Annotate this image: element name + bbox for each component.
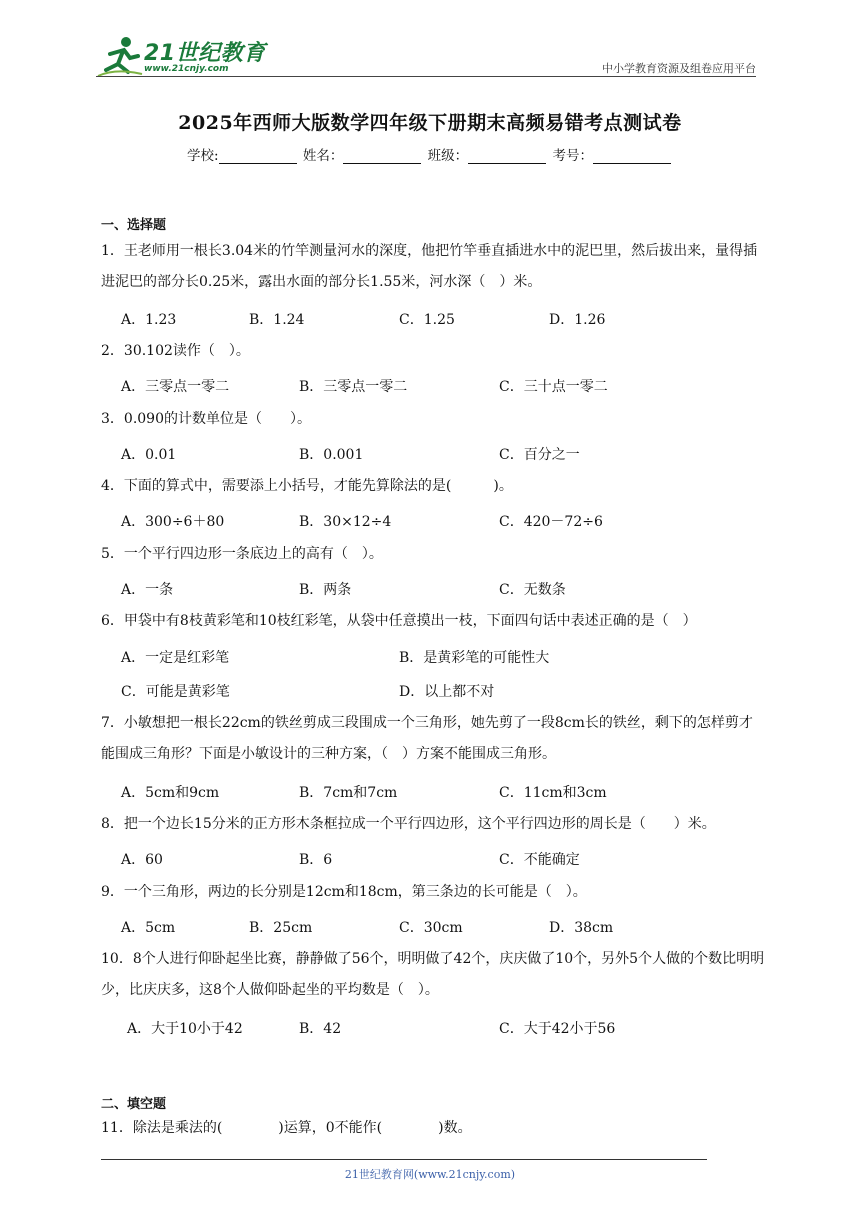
option-c[interactable]: C．30cm <box>399 920 463 936</box>
question-6-options-row2 <box>121 681 781 701</box>
page-footer: 21世纪教育网(www.21cnjy.com) <box>344 1168 516 1181</box>
question-5-options <box>121 579 781 599</box>
school-field[interactable] <box>219 149 297 164</box>
logo-url: www.21cnjy.com <box>144 64 229 74</box>
number-label: 考号： <box>552 148 593 164</box>
option-b[interactable]: B．6 <box>299 852 333 868</box>
class-label: 班级： <box>427 148 469 164</box>
option-c[interactable]: C．百分之一 <box>499 447 580 463</box>
name-label: 姓名： <box>302 148 344 164</box>
logo-text: 21世纪教育 <box>144 41 266 66</box>
option-c[interactable]: C．11cm和3cm <box>499 785 607 801</box>
question-7: 7．小敏想把一根长22cm的铁丝剪成三段围成一个三角形，她先剪了一段8cm长的铁丝，剩下的怎样剪才能围成三角形？下面是小敏设计的三种方案，（ ）方案不能围成三角形。 <box>101 715 753 762</box>
footer-divider <box>101 1159 707 1160</box>
number-field[interactable] <box>593 149 671 164</box>
option-b[interactable]: B．25cm <box>249 920 313 936</box>
option-b[interactable]: B．两条 <box>299 582 352 598</box>
option-c[interactable]: C．三十点一零二 <box>499 379 608 395</box>
question-10-options <box>121 1018 781 1038</box>
question-2-options <box>121 376 781 396</box>
option-b[interactable]: B．0.001 <box>299 447 364 463</box>
option-b[interactable]: B．7cm和7cm <box>299 785 398 801</box>
option-c[interactable]: C．1.25 <box>399 312 455 328</box>
page-header <box>96 28 756 78</box>
question-10: 10．8个人进行仰卧起坐比赛，静静做了56个，明明做了42个，庆庆做了10个，另外5个人做的个数比明明少，比庆庆多，这8个人做仰卧起坐的平均数是（ ）。 <box>101 951 765 998</box>
option-b[interactable]: B．1.24 <box>249 312 305 328</box>
platform-label: 中小学教育资源及组卷应用平台 <box>602 62 756 75</box>
question-8-options <box>121 849 781 869</box>
runner-logo-icon <box>96 34 144 78</box>
option-c[interactable]: C．不能确定 <box>499 852 580 868</box>
question-5: 5．一个平行四边形一条底边上的高有（ ）。 <box>101 546 383 562</box>
option-a[interactable]: A．一条 <box>121 582 174 598</box>
header-divider <box>96 76 756 77</box>
school-label: 学校: <box>187 148 219 164</box>
class-field[interactable] <box>468 149 546 164</box>
option-c[interactable]: C．420－72÷6 <box>499 514 603 530</box>
option-d[interactable]: D．1.26 <box>549 312 606 328</box>
option-a[interactable]: A．大于10小于42 <box>127 1021 243 1037</box>
name-field[interactable] <box>343 149 421 164</box>
question-7-options <box>121 782 781 802</box>
question-3: 3．0.090的计数单位是（ ）。 <box>101 411 311 427</box>
option-c[interactable]: C．大于42小于56 <box>499 1021 616 1037</box>
question-8: 8．把一个边长15分米的正方形木条框拉成一个平行四边形，这个平行四边形的周长是（ ）米。 <box>101 816 716 832</box>
option-a[interactable]: A．一定是红彩笔 <box>121 650 230 666</box>
question-11: 11．除法是乘法的( )运算，0不能作( )数。 <box>101 1120 472 1136</box>
question-9: 9．一个三角形，两边的长分别是12cm和18cm，第三条边的长可能是（ ）。 <box>101 884 587 900</box>
option-a[interactable]: A．0.01 <box>121 447 177 463</box>
option-b[interactable]: B．30×12÷4 <box>299 514 392 530</box>
question-9-options <box>121 917 781 937</box>
question-6: 6．甲袋中有8枝黄彩笔和10枝红彩笔，从袋中任意摸出一枝，下面四句话中表述正确的是（ ） <box>101 613 697 629</box>
option-a[interactable]: A．5cm和9cm <box>121 785 220 801</box>
option-a[interactable]: A．1.23 <box>121 312 177 328</box>
option-d[interactable]: D．38cm <box>549 920 614 936</box>
section-heading-choice: 一、选择题 <box>101 218 167 233</box>
option-c[interactable]: C．可能是黄彩笔 <box>121 684 230 700</box>
option-a[interactable]: A．5cm <box>121 920 176 936</box>
option-a[interactable]: A．300÷6＋80 <box>121 514 225 530</box>
logo <box>96 34 286 78</box>
section-heading-fill: 二、填空题 <box>101 1097 167 1112</box>
option-b[interactable]: B．是黄彩笔的可能性大 <box>399 650 550 666</box>
question-1: 1．王老师用一根长3.04米的竹竿测量河水的深度，他把竹竿垂直插进水中的泥巴里，然后拔出来，量得插进泥巴的部分长0.25米，露出水面的部分长1.55米，河水深（ ）米。 <box>101 243 758 290</box>
question-1-options <box>121 309 781 329</box>
question-6-options-row1 <box>121 647 781 667</box>
option-b[interactable]: B．42 <box>299 1021 342 1037</box>
question-4: 4．下面的算式中，需要添上小括号，才能先算除法的是( )。 <box>101 478 513 494</box>
student-info-row <box>0 144 860 164</box>
option-a[interactable]: A．60 <box>121 852 163 868</box>
option-c[interactable]: C．无数条 <box>499 582 566 598</box>
option-a[interactable]: A．三零点一零二 <box>121 379 230 395</box>
option-b[interactable]: B．三零点一零二 <box>299 379 408 395</box>
question-3-options <box>121 444 781 464</box>
question-2: 2．30.102读作（ ）。 <box>101 343 250 359</box>
option-d[interactable]: D．以上都不对 <box>399 684 495 700</box>
question-4-options <box>121 511 781 531</box>
page-title: 2025年西师大版数学四年级下册期末高频易错考点测试卷 <box>178 112 682 134</box>
